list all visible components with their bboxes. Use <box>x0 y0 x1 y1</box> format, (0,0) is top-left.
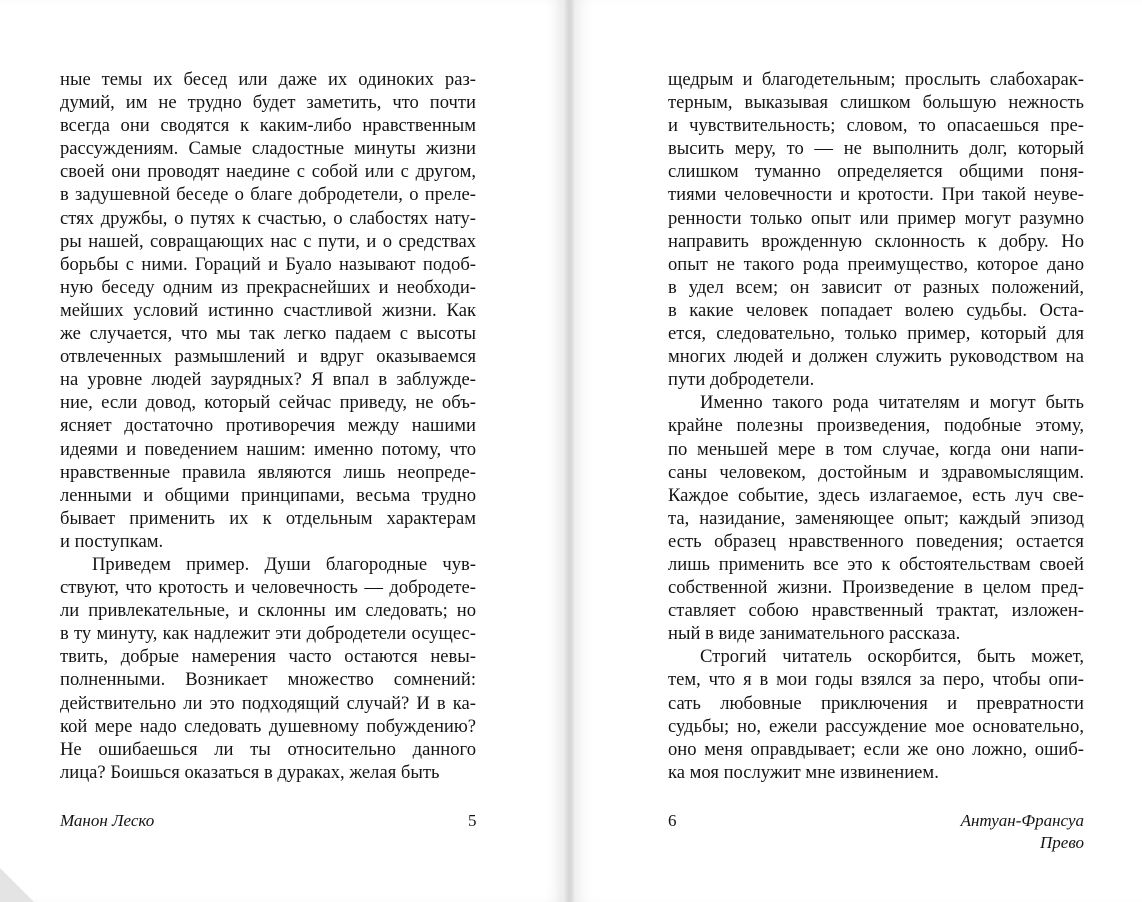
text-line: полненными. Возникает множество сомнений: <box>60 669 476 691</box>
text-line: лица? Боишься оказаться в дураках, желая быть <box>60 761 440 783</box>
text-line: крайне полезны произведения, подобные этому, <box>668 415 1084 437</box>
text-line: нравственные правила являются лишь неопреде- <box>60 461 476 483</box>
text-line: стях дружбы, о путях к счастью, о слабостях нату- <box>60 207 476 229</box>
left-page <box>0 0 566 902</box>
text-line: отвлеченных размышлений и вдруг оказываемся <box>60 346 476 368</box>
text-line: ли привлекательные, и склонны им следовать; но <box>60 600 476 622</box>
text-line: ставляет собою нравственный трактат, изложен- <box>668 600 1084 622</box>
paragraph <box>668 645 1084 784</box>
text-line: в ту минуту, как надлежит эти добродетели осущес- <box>60 623 476 645</box>
page-corner <box>0 868 34 902</box>
text-line: и поступкам. <box>60 530 164 552</box>
text-line: Приведем пример. Души благородные чув- <box>92 553 476 575</box>
text-line: кой мере надо следовать душевному побуждению? <box>60 715 476 737</box>
paragraph <box>668 391 1084 645</box>
right-page <box>574 0 1142 902</box>
text-line: Именно такого рода читателям и могут быть <box>700 392 1084 414</box>
text-line: ный в виде занимательного рассказа. <box>668 623 961 645</box>
text-line: та, назидание, заменяющее опыт; каждый эпизод <box>668 507 1084 529</box>
text-line: борьбы с ними. Гораций и Буало называют подоб- <box>60 253 476 275</box>
text-line: ка моя послужит мне извинением. <box>668 761 939 783</box>
text-line: собственной жизни. Произведение в целом пред- <box>668 577 1084 599</box>
text-line: терным, выказывая слишком большую нежность <box>668 92 1084 114</box>
text-line: ствуют, что кротость и человечность — добродете- <box>60 577 476 599</box>
text-line: на уровне людей заурядных? Я впал в заблужде- <box>60 369 476 391</box>
text-line: ется, следовательно, только пример, который для <box>668 323 1084 345</box>
text-line: лишь применить все это к обстоятельствам своей <box>668 553 1084 575</box>
text-line: ную беседу одним из прекраснейших и необходи- <box>60 276 476 298</box>
paragraph <box>60 553 476 784</box>
text-line: мейших условий истинно счастливой жизни. Как <box>60 299 476 321</box>
right-page-number: 6 <box>668 811 677 830</box>
text-line: по меньшей мере в том случае, когда они напи- <box>668 438 1084 460</box>
text-line: направить врожденную склонность к добру. Но <box>668 230 1084 252</box>
text-line: ясняет достаточно противоречия между нашими <box>60 415 476 437</box>
text-line: своей они проводят наедине с собой или с другом, <box>60 161 476 183</box>
text-line: судьбы; но, ежели рассуждение мое основательно, <box>668 715 1084 737</box>
text-line: ры нашей, совращающих нас с пути, и о средствах <box>60 230 476 252</box>
text-line: действительно ли это подходящий случай? И в ка- <box>60 692 476 714</box>
text-line: тем, что я в мои годы взялся за перо, чтобы опи- <box>668 669 1084 691</box>
text-line: щедрым и благодетельным; прослыть слабохарак- <box>668 69 1084 90</box>
text-line: Не ошибаешься ли ты относительно данного <box>60 738 476 760</box>
paragraph <box>60 68 476 553</box>
text-line: Каждое событие, здесь излагаемое, есть луч све- <box>668 484 1084 506</box>
text-line: всегда они сводятся к каким-либо нравственным <box>60 115 476 137</box>
text-line: в какие человек попадает волею судьбы. Оста- <box>668 299 1084 321</box>
text-line: есть образец нравственного поведения; остается <box>668 530 1084 552</box>
text-line: пути добродетели. <box>668 369 815 391</box>
left-page-text <box>60 68 476 784</box>
text-line: рассуждениям. Самые сладостные минуты жизни <box>60 138 476 160</box>
text-line: и чувствительность; словом, то опасаешься пре- <box>668 115 1084 137</box>
text-line: ленными и общими принципами, весьма трудно <box>60 484 476 506</box>
text-line: бывает применить их к отдельным характерам <box>60 507 476 529</box>
text-line: тиями человечности и кротости. При такой неуве- <box>668 184 1084 206</box>
text-line: оно меня оправдывает; если же оно ложно, ошиб- <box>668 738 1084 760</box>
text-line: Строгий читатель оскорбится, быть может, <box>700 646 1084 668</box>
text-line: твить, добрые намерения часто остаются невы- <box>60 646 476 668</box>
text-line: саны человеком, достойным и здравомыслящим. <box>668 461 1084 483</box>
text-line: в задушевной беседе о благе добродетели, о преле- <box>60 184 476 206</box>
left-page-number: 5 <box>468 811 477 830</box>
text-line: слишком туманно определяется общими поня- <box>668 161 1084 183</box>
text-line: ные темы их бесед или даже их одиноких раз- <box>60 69 476 90</box>
text-line: думий, им не трудно будет заметить, что почти <box>60 92 476 114</box>
text-line: в удел всем; он зависит от разных положений, <box>668 276 1084 298</box>
text-line: же случается, что мы так легко падаем с высоты <box>60 323 476 345</box>
text-line: опыт не такого рода преимущество, которое дано <box>668 253 1084 275</box>
paragraph <box>668 68 1084 391</box>
right-page-text <box>668 68 1084 784</box>
text-line: высить меру, то — не выполнить долг, который <box>668 138 1084 160</box>
text-line: ние, если довод, который сейчас приведу, не объ- <box>60 392 476 414</box>
text-line: ренности только опыт или пример могут разумно <box>668 207 1084 229</box>
text-line: многих людей и должен служить руководством на <box>668 346 1084 368</box>
left-running-title: Манон Леско <box>60 811 155 830</box>
text-line: идеями и поведением нашим: именно потому, что <box>60 438 476 460</box>
text-line: сать любовные приключения и превратности <box>668 692 1084 714</box>
right-running-title: Антуан-Франсуа Прево <box>960 811 1084 852</box>
